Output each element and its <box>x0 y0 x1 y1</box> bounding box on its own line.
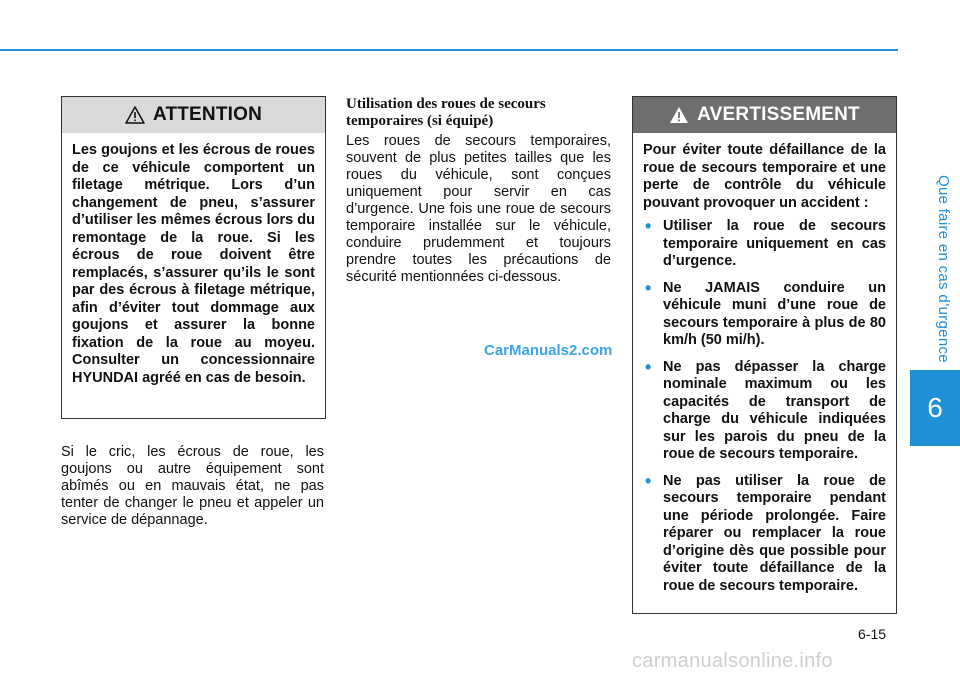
warning-heading: AVERTISSEMENT <box>697 104 860 125</box>
list-item: • Ne pas utiliser la roue de secours temporaire pendant une période prolongée. Faire réparer ou remplacer la roue d’origine dès que possible pour éviter toute défaillance de la roue de secours temporaire. <box>643 473 886 596</box>
list-item: • Ne pas dépasser la charge nominale maximum ou les capacités de transport de charge du véhicule indiquées sur les parois du pneu de la roue de secours temporaire. <box>643 359 886 464</box>
warning-triangle-icon <box>125 106 145 124</box>
attention-box <box>61 96 326 419</box>
attention-header <box>62 97 325 133</box>
warning-intro: Pour éviter toute défaillance de la roue de secours temporaire et une perte de contrôle du véhicule pouvant provoquer un accident : <box>643 142 886 211</box>
chapter-tab[interactable] <box>910 370 960 446</box>
warning-box <box>632 96 897 614</box>
top-rule <box>0 49 898 51</box>
warning-triangle-icon <box>669 106 689 124</box>
footer-watermark: carmanualsonline.info <box>632 650 833 672</box>
left-paragraph: Si le cric, les écrous de roue, les goujons ou autre équipement sont abîmés ou en mauvais état, ne pas tenter de changer le pneu et appeler un service de dépannage. <box>61 444 324 528</box>
page-number: 6-15 <box>858 626 887 642</box>
chapter-number: 6 <box>927 392 943 423</box>
list-item: • Ne JAMAIS conduire un véhicule muni d’une roue de secours temporaire à plus de 80 km/h (50 mi/h). <box>643 280 886 350</box>
attention-heading: ATTENTION <box>152 104 263 125</box>
list-item: • Utiliser la roue de secours temporaire uniquement en cas d’urgence. <box>643 218 886 271</box>
section-text: Les roues de secours temporaires, souvent de plus petites tailles que les roues du véhicule, sont conçues uniquement pour servir en cas d’urgence. Une fois une roue de secours temporaire installée sur le véhicule, conduire prudemment et toujours prendre toutes les précautions de sécurité mentionnées ci-dessous. <box>346 133 611 285</box>
watermark: CarManuals2.com <box>484 342 613 359</box>
warning-header <box>633 97 896 133</box>
section-title: Utilisation des roues de secours temporaires (si équipé) <box>346 96 546 129</box>
chapter-title: Que faire en cas d’urgence <box>935 175 952 363</box>
attention-text: Les goujons et les écrous de roues de ce véhicule comportent un filetage métrique. Lors d’un changement de pneu, s’assurer d’utiliser les mêmes écrous lors du remontage de la roue. Si les écrous de roue doivent être remplacés, s’assurer qu’ils le sont par des écrous à filetage métrique, afin d’éviter tout dommage aux goujons et assurer la bonne fixation de la roue au moyeu. Consulter un concessionnaire HYUNDAI agréé en cas de besoin. <box>72 142 315 386</box>
warning-list <box>643 218 886 595</box>
